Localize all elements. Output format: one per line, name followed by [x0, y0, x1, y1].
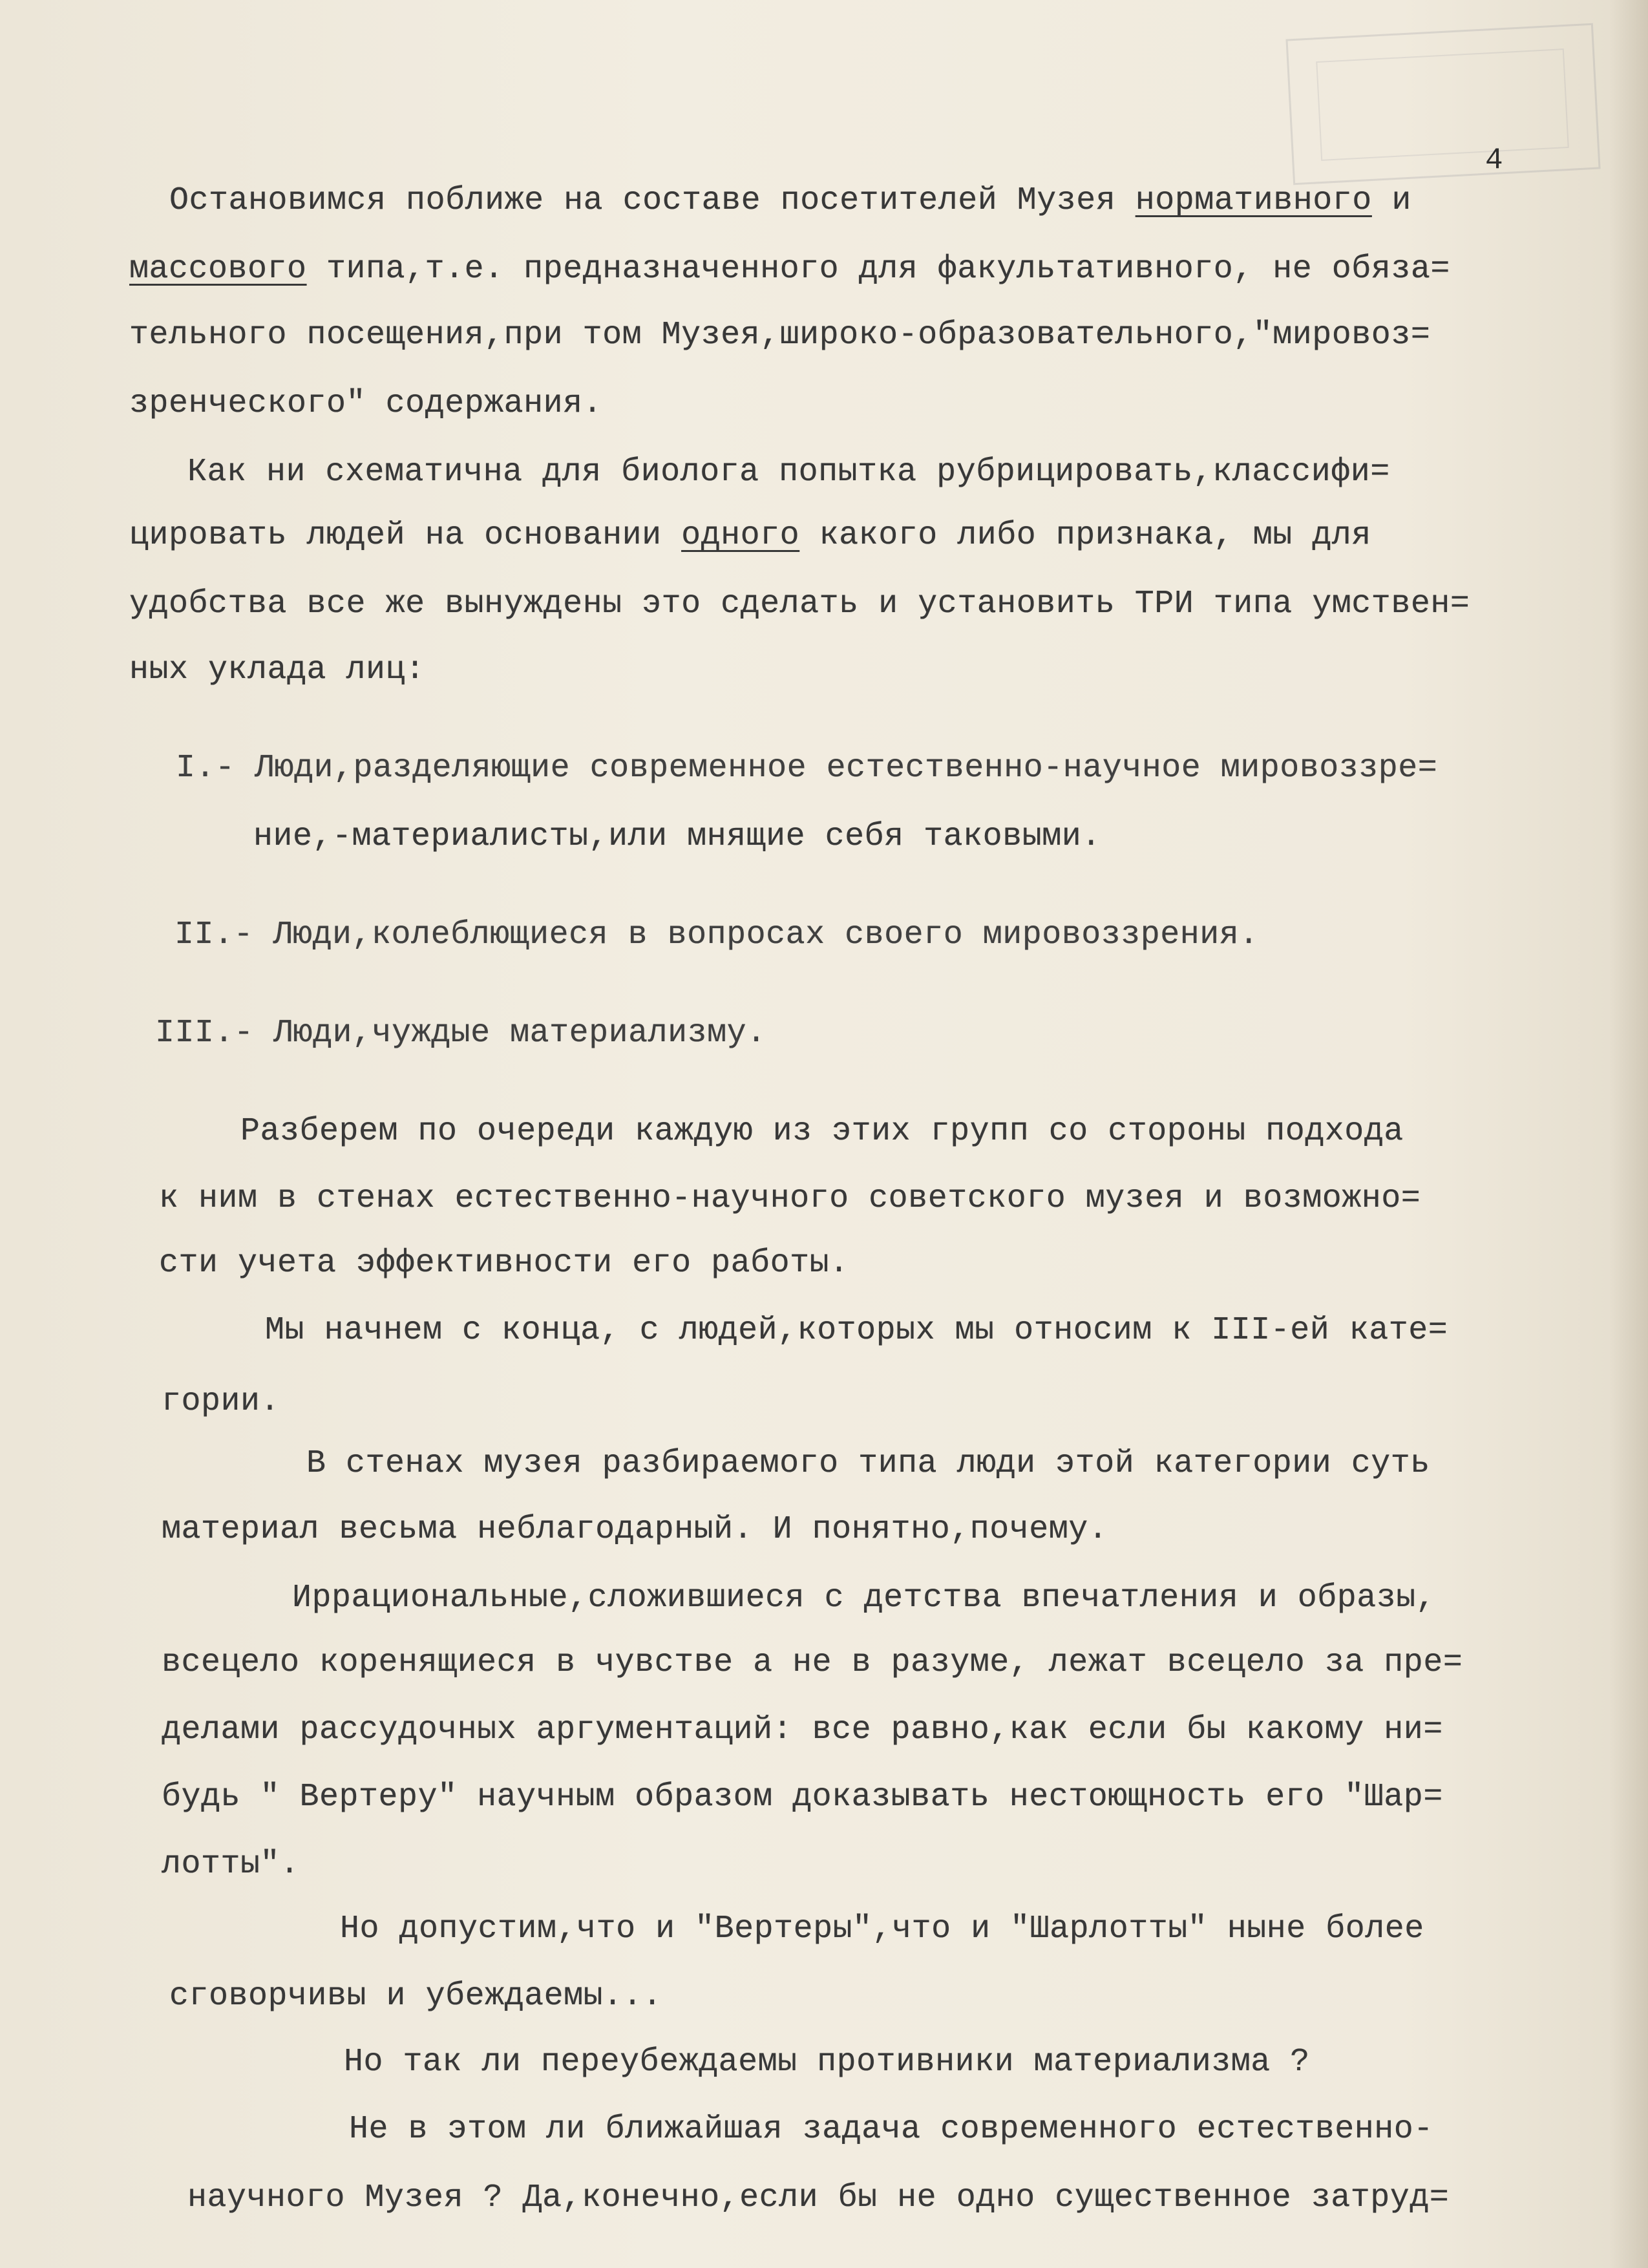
text-line-20: Иррациональные,сложившиеся с детства впечатления и образы, — [292, 1580, 1436, 1616]
faded-stamp-inner — [1316, 48, 1569, 161]
text-line-7: удобства все же вынуждены это сделать и установить ТРИ типа умствен= — [129, 586, 1470, 622]
text-line-19: материал весьма неблагодарный. И понятно,почему. — [162, 1511, 1108, 1548]
underlined-word: одного — [681, 517, 800, 554]
underlined-word: массового — [129, 251, 307, 288]
text-line-25: Но допустим,что и "Вертеры",что и "Шарлотты" ныне более — [340, 1911, 1424, 1947]
text-line-21: всецело коренящиеся в чувстве а не в разуме, лежат всецело за пре= — [162, 1644, 1463, 1681]
text-line-18: В стенах музея разбираемого типа люди этой категории суть — [306, 1445, 1430, 1482]
text-line-4: зренческого" содержания. — [129, 385, 603, 422]
text-line-14: к ним в стенах естественно-научного советского музея и возможно= — [159, 1180, 1421, 1217]
text-line-6: цировать людей на основании одного какого либо признака, мы для — [129, 517, 1371, 554]
list-item-3: III.- Люди,чуждые материализму. — [155, 1015, 766, 1052]
underlined-word: нормативного — [1135, 182, 1372, 219]
list-item-2: II.- Люди,колеблющиеся в вопросах своего мировоззрения. — [174, 917, 1259, 953]
text-line-16: Мы начнем с конца, с людей,которых мы относим к III-ей кате= — [265, 1312, 1448, 1349]
text-line-3: тельного посещения,при том Музея,широко-образовательного,"мировоз= — [129, 317, 1431, 354]
text-line-22: делами рассудочных аргументаций: все равно,как если бы какому ни= — [162, 1712, 1443, 1748]
text-line-17: гории. — [162, 1383, 280, 1420]
text-line-5: Как ни схематична для биолога попытка рубрицировать,классифи= — [187, 454, 1390, 491]
text-line-24: лотты". — [162, 1846, 300, 1883]
page-number: 4 — [1485, 143, 1503, 177]
text-line-1: Остановимся поближе на составе посетителей Музея нормативного и — [169, 182, 1411, 219]
text-line-15: сти учета эффективности его работы. — [159, 1245, 849, 1282]
text-line-29: научного Музея ? Да,конечно,если бы не одно существенное затруд= — [187, 2179, 1450, 2216]
text-line-27: Но так ли переубеждаемы противники материализма ? — [344, 2044, 1310, 2081]
text-line-28: Не в этом ли ближайшая задача современного естественно- — [349, 2111, 1433, 2148]
text-line-23: будь " Вертеру" научным образом доказывать нестоющность его "Шар= — [162, 1779, 1443, 1816]
text-line-2: массового типа,т.е. предназначенного для факультативного, не обяза= — [129, 251, 1450, 288]
text-line-26: сговорчивы и убеждаемы... — [169, 1978, 662, 2015]
text-line-13: Разберем по очереди каждую из этих групп со стороны подхода — [240, 1113, 1404, 1150]
text-line-8: ных уклада лиц: — [129, 652, 425, 688]
list-item-1-continuation: ние,-материалисты,или мнящие себя таковыми. — [253, 818, 1101, 855]
list-item-1: I.- Люди,разделяющие современное естественно-научное мировоззре= — [176, 750, 1438, 787]
page-edge-shadow — [1609, 0, 1648, 2268]
